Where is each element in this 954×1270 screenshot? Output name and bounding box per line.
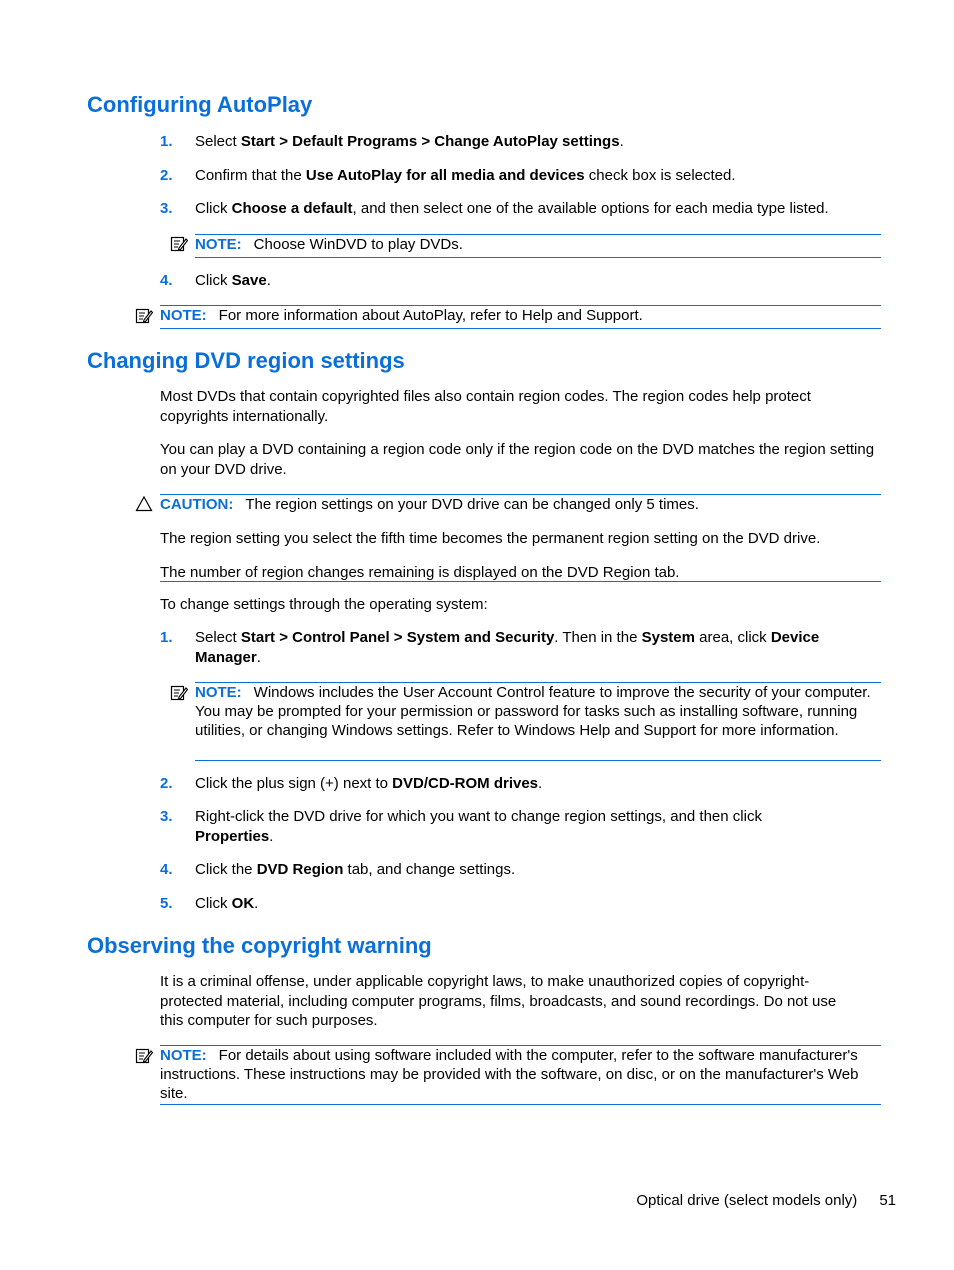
step-text: Click Save. bbox=[195, 272, 271, 289]
step-number: 1. bbox=[160, 629, 173, 646]
step-number: 1. bbox=[160, 133, 173, 150]
step-text: Click the DVD Region tab, and change settings. bbox=[195, 861, 516, 878]
page-number: 51 bbox=[879, 1192, 896, 1209]
step-number: 4. bbox=[160, 861, 173, 878]
step-number: 2. bbox=[160, 167, 173, 184]
step-text: Select Start > Default Programs > Change AutoPlay settings. bbox=[195, 133, 624, 150]
step-number: 5. bbox=[160, 895, 173, 912]
caution-label: CAUTION: bbox=[160, 496, 234, 513]
note-icon bbox=[135, 1047, 153, 1065]
note-icon bbox=[170, 684, 188, 702]
note-box bbox=[195, 234, 881, 258]
step-number: 3. bbox=[160, 200, 173, 217]
note-label: NOTE: bbox=[160, 1047, 207, 1064]
caution-text-line3: The number of region changes remaining is displayed on the DVD Region tab. bbox=[160, 564, 680, 581]
note-box bbox=[160, 305, 881, 329]
step-text: Right-click the DVD drive for which you want to change region settings, and then click Properties. bbox=[195, 808, 762, 845]
note-icon bbox=[135, 307, 153, 325]
step-text: Click OK. bbox=[195, 895, 259, 912]
note-text: Choose WinDVD to play DVDs. bbox=[253, 236, 463, 253]
footer-section-title: Optical drive (select models only) bbox=[636, 1192, 858, 1209]
note-label: NOTE: bbox=[160, 307, 207, 324]
step-text: Click Choose a default, and then select one of the available options for each media type listed. bbox=[195, 200, 829, 217]
step-text: Select Start > Control Panel > System and Security. Then in the System area, click Device Manager. bbox=[195, 629, 820, 666]
caution-text-line2: The region setting you select the fifth time becomes the permanent region setting on the DVD drive. bbox=[160, 530, 821, 547]
note-label: NOTE: bbox=[195, 236, 242, 253]
step-text: Confirm that the Use AutoPlay for all media and devices check box is selected. bbox=[195, 167, 736, 184]
paragraph: Most DVDs that contain copyrighted files also contain region codes. The region codes help protect copyrights internationally. bbox=[160, 388, 811, 425]
note-label: NOTE: bbox=[195, 684, 242, 701]
section-title-autoplay: Configuring AutoPlay bbox=[87, 92, 313, 117]
step-number: 2. bbox=[160, 775, 173, 792]
step-text: Click the plus sign (+) next to DVD/CD-ROM drives. bbox=[195, 775, 543, 792]
caution-text: The region settings on your DVD drive can be changed only 5 times. bbox=[245, 496, 699, 513]
paragraph: It is a criminal offense, under applicable copyright laws, to make unauthorized copies of copyright-protected material, including computer programs, films, broadcasts, and sound recordings. Do not use this computer for such purposes. bbox=[160, 973, 837, 1029]
section-title-dvd-region: Changing DVD region settings bbox=[87, 348, 405, 373]
step-number: 4. bbox=[160, 272, 173, 289]
caution-icon bbox=[135, 495, 153, 513]
note-box bbox=[195, 682, 881, 761]
note-icon bbox=[170, 235, 188, 253]
note-text: Windows includes the User Account Control feature to improve the security of your computer. You may be prompted for your permission or password for tasks such as installing software, running utilities, or changing Windows settings. Refer to Windows Help and Support for more information. bbox=[195, 684, 871, 739]
paragraph: To change settings through the operating system: bbox=[160, 596, 488, 613]
paragraph: You can play a DVD containing a region code only if the region code on the DVD matches the region setting on your DVD drive. bbox=[160, 441, 875, 478]
note-text: For details about using software included with the computer, refer to the software manufacturer's instructions. These instructions may be provided with the software, on disc, or on the manufacturer's Web site. bbox=[160, 1047, 859, 1102]
caution-box bbox=[160, 494, 881, 582]
note-text: For more information about AutoPlay, refer to Help and Support. bbox=[218, 307, 643, 324]
note-box bbox=[160, 1045, 881, 1105]
section-title-copyright: Observing the copyright warning bbox=[87, 933, 432, 958]
page-footer bbox=[636, 1192, 896, 1209]
step-number: 3. bbox=[160, 808, 173, 825]
